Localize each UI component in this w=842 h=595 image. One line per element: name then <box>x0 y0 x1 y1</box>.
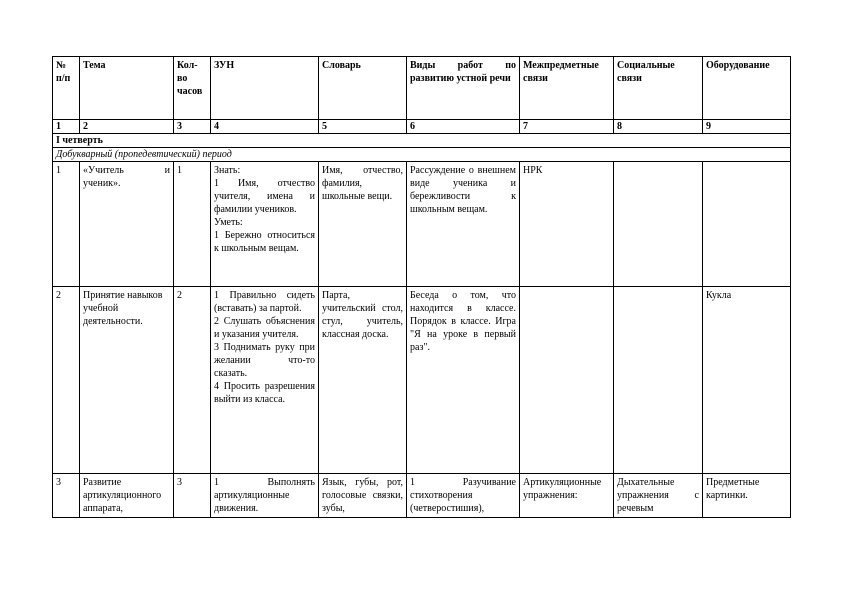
vocab-cell: Язык, губы, рот, голосовые связки, зубы, <box>319 474 407 518</box>
social-cell: Дыхательные упражнения с речевым <box>614 474 703 518</box>
column-number: 5 <box>319 120 407 134</box>
row-number: 2 <box>53 287 80 474</box>
quarter-row <box>53 134 791 148</box>
header-cell: Тема <box>80 57 174 120</box>
header-cell: ЗУН <box>211 57 319 120</box>
column-number: 9 <box>703 120 791 134</box>
zun-line: 1 Бережно относиться к школьным вещам. <box>214 230 315 254</box>
zun-line: 2 Слушать объяснения и указания учителя. <box>214 316 315 340</box>
header-cell: Межпредметные связи <box>520 57 614 120</box>
hours-cell: 3 <box>174 474 211 518</box>
social-cell <box>614 287 703 474</box>
speech-cell: 1 Разучивание стихотворения (четверостишия), <box>407 474 520 518</box>
equipment-cell <box>703 162 791 287</box>
zun-line: 1 Имя, отчество учителя, имена и фамилии учеников. <box>214 178 315 215</box>
social-cell <box>614 162 703 287</box>
hours-cell: 2 <box>174 287 211 474</box>
header-cell: Словарь <box>319 57 407 120</box>
column-number: 8 <box>614 120 703 134</box>
column-number: 7 <box>520 120 614 134</box>
topic-cell: Развитие артикуляционного аппарата, <box>80 474 174 518</box>
zun-line: 1 Выполнять артикуляционные движения. <box>214 477 315 514</box>
table-row <box>53 287 791 474</box>
lesson-plan-table <box>52 56 791 518</box>
header-cell: Социальные связи <box>614 57 703 120</box>
zun-line: 4 Просить разрешения выйти из класса. <box>214 381 315 405</box>
speech-cell: Беседа о том, что находится в классе. Порядок в классе. Игра "Я на уроке в первый раз". <box>407 287 520 474</box>
zun-line: Знать: <box>214 165 241 176</box>
column-number: 3 <box>174 120 211 134</box>
equipment-cell: Предметные картинки. <box>703 474 791 518</box>
header-cell: Виды работ по развитию устной речи <box>407 57 520 120</box>
column-number: 6 <box>407 120 520 134</box>
intersubject-cell: Артикуляционные упражнения: <box>520 474 614 518</box>
quarter-title: I четверть <box>53 134 791 148</box>
column-number: 4 <box>211 120 319 134</box>
topic-cell: Принятие навыков учебной деятельности. <box>80 287 174 474</box>
hours-cell: 1 <box>174 162 211 287</box>
speech-cell: Рассуждение о внешнем виде ученика и бережливости к школьным вещам. <box>407 162 520 287</box>
table-row <box>53 162 791 287</box>
intersubject-cell <box>520 287 614 474</box>
vocab-cell: Имя, отчество, фамилия, школьные вещи. <box>319 162 407 287</box>
header-row <box>53 57 791 120</box>
zun-cell <box>211 287 319 474</box>
row-number: 1 <box>53 162 80 287</box>
header-cell: Оборудование <box>703 57 791 120</box>
vocab-cell: Парта, учительский стол, стул, учитель, классная доска. <box>319 287 407 474</box>
zun-line: 3 Поднимать руку при желании что-то сказать. <box>214 342 315 379</box>
zun-line: 1 Правильно сидеть (вставать) за партой. <box>214 290 315 314</box>
period-title: Добукварный (пропедевтический) период <box>53 148 791 162</box>
topic-cell: «Учитель и ученик». <box>80 162 174 287</box>
zun-cell <box>211 162 319 287</box>
period-row <box>53 148 791 162</box>
lesson-plan-page <box>52 56 790 518</box>
header-cell: № п/п <box>53 57 80 120</box>
row-number: 3 <box>53 474 80 518</box>
column-number-row <box>53 120 791 134</box>
zun-line: Уметь: <box>214 217 243 228</box>
equipment-cell: Кукла <box>703 287 791 474</box>
table-row <box>53 474 791 518</box>
zun-cell <box>211 474 319 518</box>
column-number: 1 <box>53 120 80 134</box>
column-number: 2 <box>80 120 174 134</box>
header-cell: Кол-во часов <box>174 57 211 120</box>
intersubject-cell: НРК <box>520 162 614 287</box>
